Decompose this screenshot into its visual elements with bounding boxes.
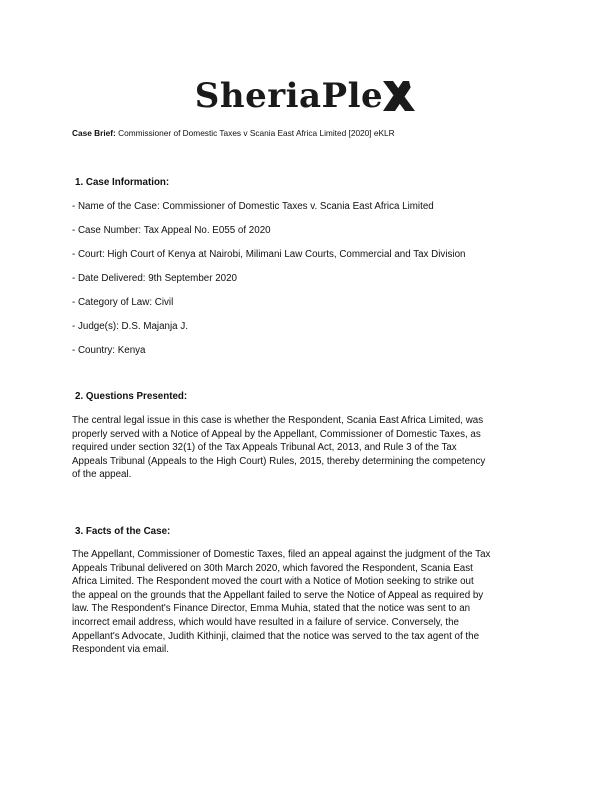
- paragraph-line: Africa Limited. The Respondent moved the court with a Notice of Motion seeking to strike out: [72, 576, 474, 588]
- logo-text: SheriaPle: [194, 76, 384, 116]
- paragraph-line: Respondent via email.: [72, 644, 169, 656]
- paragraph-line: Appeals Tribunal (Appeals to the High Court) Rules, 2015, thereby determining the competency: [72, 455, 486, 467]
- case-info-item: - Court: High Court of Kenya at Nairobi, Milimani Law Courts, Commercial and Tax Division: [72, 249, 466, 260]
- case-info-item: - Date Delivered: 9th September 2020: [72, 273, 238, 284]
- questions-presented-paragraph: [72, 414, 552, 482]
- facts-paragraph: [72, 548, 552, 657]
- section-heading-facts-of-the-case: 3. Facts of the Case:: [75, 526, 171, 537]
- paragraph-line: incorrect email address, which would have resulted in a failure of service. Conversely, the: [72, 616, 459, 628]
- case-info-item: - Case Number: Tax Appeal No. E055 of 2020: [72, 225, 271, 236]
- paragraph-line: properly served with a Notice of Appeal by the Appellant, Commissioner of Domestic Taxes, as: [72, 428, 481, 440]
- case-info-item: - Judge(s): D.S. Majanja J.: [72, 321, 188, 332]
- case-brief-line: [72, 127, 552, 139]
- section-heading-questions-presented: 2. Questions Presented:: [75, 391, 188, 402]
- section-heading-case-information: 1. Case Information:: [75, 177, 170, 188]
- paragraph-line: law. The Respondent's Finance Director, Emma Muhia, stated that the notice was sent to an: [72, 603, 471, 615]
- paragraph-line: the appeal on the grounds that the Appellant failed to serve the Notice of Appeal as required by: [72, 589, 484, 601]
- paragraph-line: required under section 32(1) of the Tax Appeals Tribunal Act, 2013, and Rule 3 of the Tax: [72, 442, 457, 454]
- case-brief-label: Case Brief:: [72, 128, 116, 138]
- case-info-item: - Category of Law: Civil: [72, 297, 174, 308]
- case-brief-title: Commissioner of Domestic Taxes v Scania East Africa Limited [2020] eKLR: [118, 128, 395, 138]
- paragraph-line: The Appellant, Commissioner of Domestic Taxes, filed an appeal against the judgment of the Tax: [72, 549, 491, 560]
- logo: [0, 76, 612, 120]
- logo-x-mark-icon: [381, 79, 417, 113]
- paragraph-line: of the appeal.: [72, 469, 132, 481]
- case-info-item: - Country: Kenya: [72, 345, 146, 356]
- case-info-item: - Name of the Case: Commissioner of Domestic Taxes v. Scania East Africa Limited: [72, 201, 434, 212]
- paragraph-line: Appeals Tribunal delivered on 30th March 2020, which favored the Respondent, Scania East: [72, 562, 473, 574]
- paragraph-line: The central legal issue in this case is whether the Respondent, Scania East Africa Limited, was: [72, 415, 484, 426]
- paragraph-line: Appellant's Advocate, Judith Kithinji, claimed that the notice was served to the tax agent of the: [72, 630, 480, 642]
